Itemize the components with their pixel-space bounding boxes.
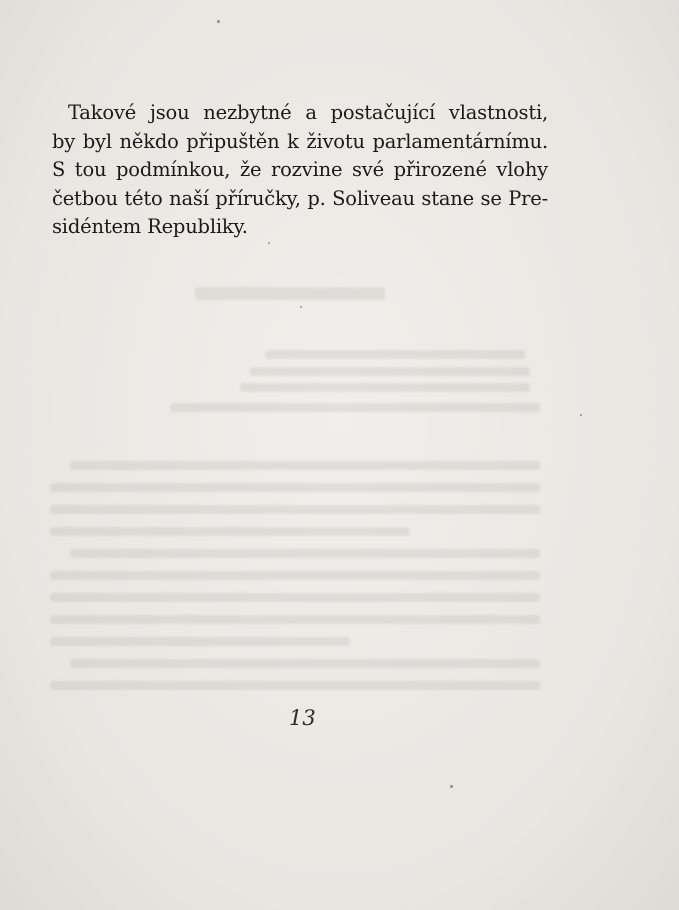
paper-speck <box>450 785 453 788</box>
bleed-through-text <box>40 215 540 705</box>
paper-speck <box>268 242 270 244</box>
paper-speck <box>580 414 582 416</box>
paragraph-line: Takové jsou nezbytné a postačující vlastnosti, <box>68 101 548 124</box>
paper-speck <box>300 306 302 308</box>
page-number: 13 <box>289 706 316 730</box>
paragraph-line: S tou podmínkou, že rozvine své přirozené vlohy <box>52 158 548 181</box>
paragraph-line: sidéntem Republiky. <box>52 215 248 238</box>
paper-speck <box>217 20 220 23</box>
paragraph-line: četbou této naší příručky, p. Soliveau stane se Pre- <box>52 186 548 210</box>
body-paragraph <box>52 99 548 242</box>
paragraph-line: by byl někdo připuštěn k životu parlamentárnímu. <box>52 129 548 153</box>
